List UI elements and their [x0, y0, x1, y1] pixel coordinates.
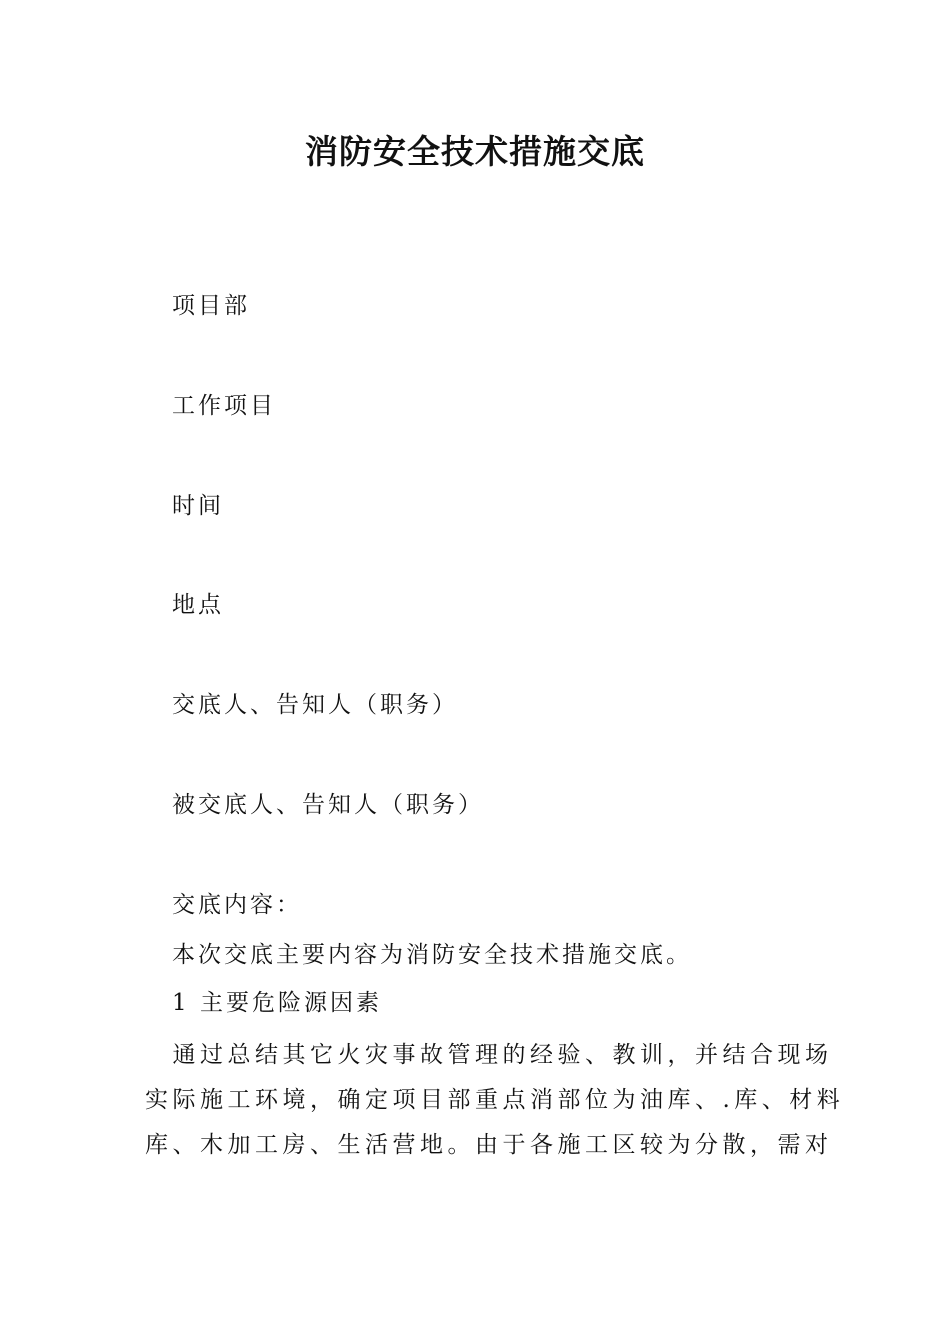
paragraph-line: 实际施工环境，确定项目部重点消部位为油库、.库、材料 — [145, 1087, 845, 1113]
document-title: 消防安全技术措施交底 — [305, 132, 645, 171]
field-briefed-person: 被交底人、告知人（职务） — [172, 792, 484, 818]
paragraph-line: 库、木加工房、生活营地。由于各施工区较为分散，需对 — [145, 1132, 833, 1158]
field-time: 时间 — [172, 493, 224, 519]
paragraph-line: 通过总结其它火灾事故管理的经验、教训，并结合现场 — [145, 1042, 833, 1068]
field-work-item: 工作项目 — [172, 393, 276, 419]
section-paragraph — [145, 1033, 845, 1168]
field-project-department: 项目部 — [172, 293, 250, 319]
intro-text: 本次交底主要内容为消防安全技术措施交底。 — [172, 942, 692, 968]
field-briefer: 交底人、告知人（职务） — [172, 692, 458, 718]
content-label: 交底内容： — [172, 892, 302, 918]
section-heading: 1 主要危险源因素 — [172, 990, 382, 1016]
field-location: 地点 — [172, 592, 224, 618]
